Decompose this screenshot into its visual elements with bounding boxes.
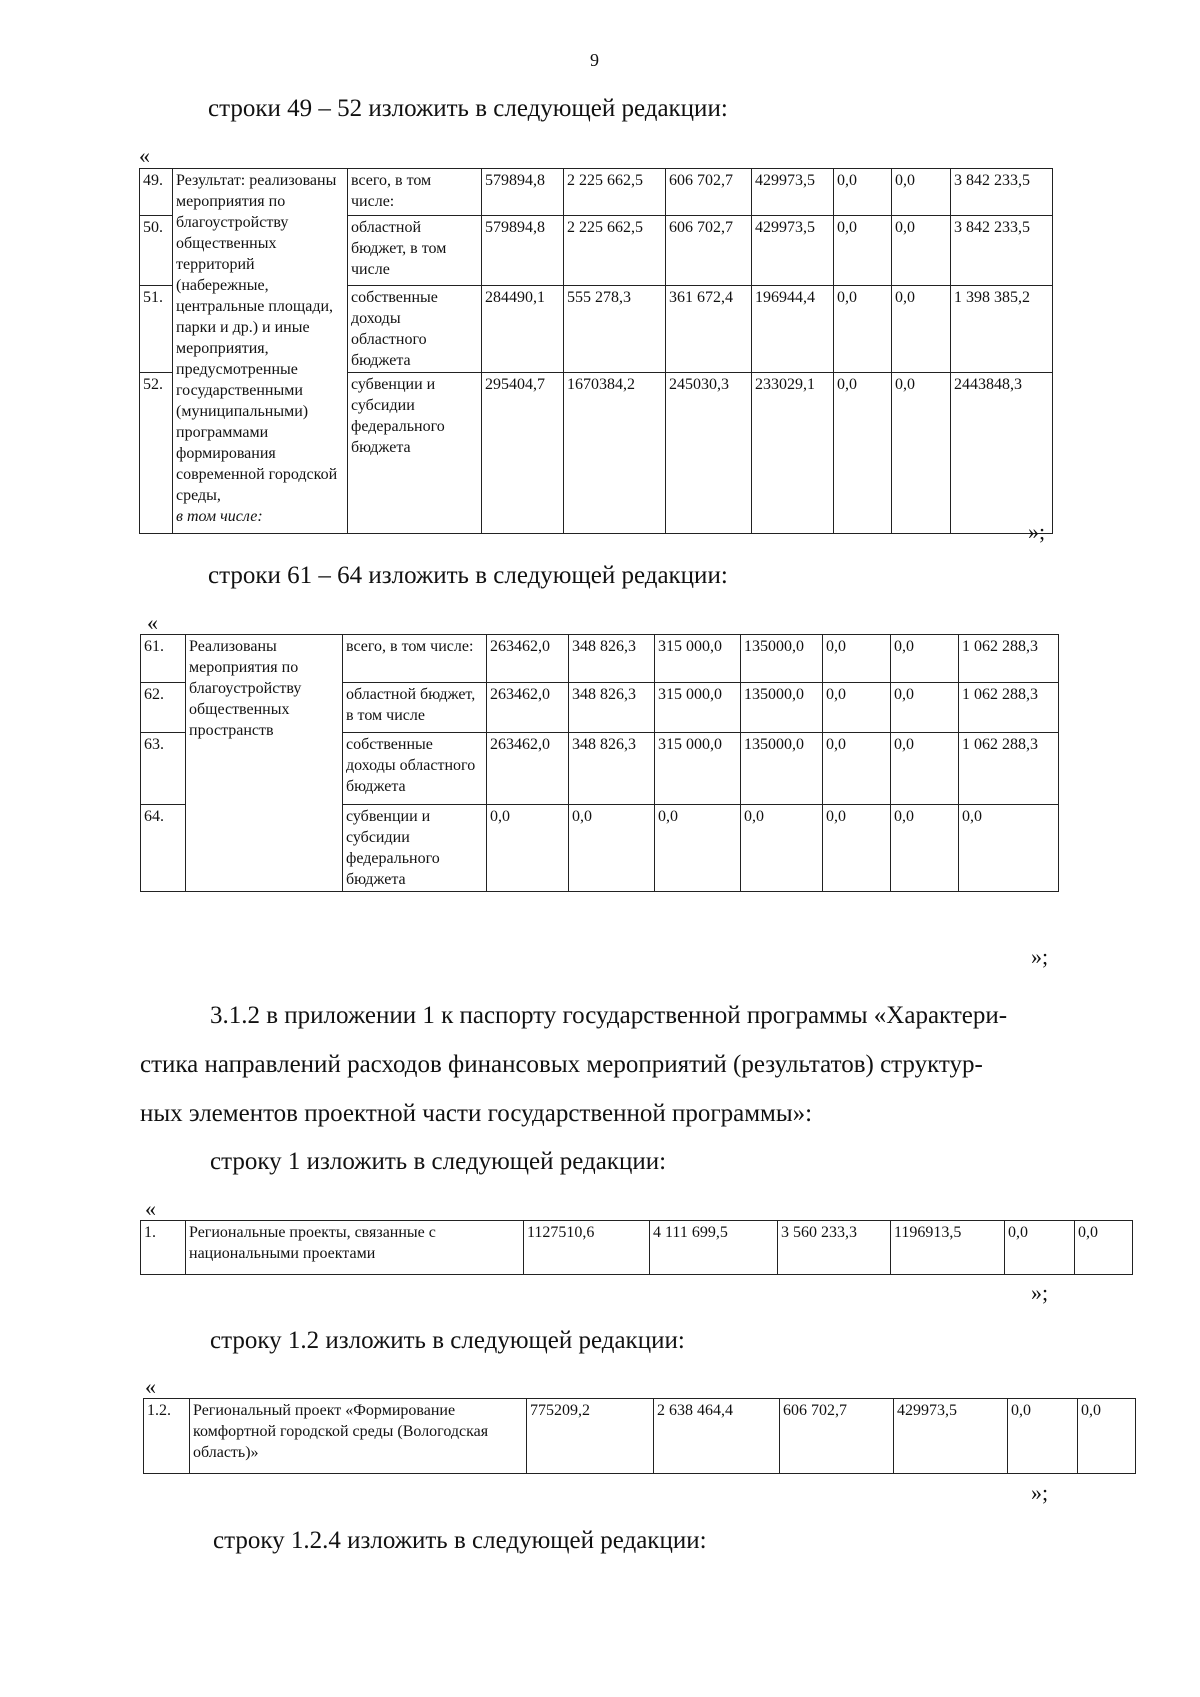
table-row-1 [140,1220,1133,1275]
table-rows-61-64 [140,634,1059,892]
open-quote: « [139,143,150,168]
value-cell: 196944,4 [752,286,834,373]
value-cell: 0,0 [892,373,951,534]
close-quote: »; [1031,1480,1049,1505]
value-cell: 348 826,3 [569,635,655,683]
value-cell: 263462,0 [487,683,569,733]
value-cell: 0,0 [823,683,891,733]
funding-source: субвенции и субсидии федерального бюджета [343,805,487,892]
close-quote: »; [1028,519,1046,544]
row-number: 52. [140,373,173,534]
value-cell: 263462,0 [487,635,569,683]
value-cell: 0,0 [959,805,1059,892]
shared-row-label: Реализованы мероприятия по благоустройству общественных пространств [186,635,343,892]
funding-source: собственные доходы областного бюджета [348,286,482,373]
shared-row-label [173,169,348,534]
shared-row-label-text: Результат: реализованы мероприятия по благоустройству общественных территорий (набережные, центральные площади, парки и др.) и иные мероприятия, предусмотренные государственными (муниципальными) программами формирования современной городской среды, [176,172,338,504]
value-cell: 0,0 [1075,1221,1133,1275]
table-row [140,169,1053,216]
open-quote: « [145,1374,156,1399]
value-cell: 429973,5 [752,216,834,286]
funding-source: субвенции и субсидии федерального бюджета [348,373,482,534]
value-cell: 2 225 662,5 [564,169,666,216]
value-cell: 315 000,0 [655,733,741,805]
row-label: Региональные проекты, связанные с национальными проектами [186,1221,524,1275]
value-cell: 1 062 288,3 [959,683,1059,733]
funding-source: областной бюджет, в том числе [348,216,482,286]
value-cell: 0,0 [891,805,959,892]
value-cell: 0,0 [892,286,951,373]
value-cell: 3 842 233,5 [951,216,1053,286]
value-cell: 0,0 [834,286,892,373]
row-number: 1.2. [144,1399,190,1474]
value-cell: 0,0 [834,169,892,216]
value-cell: 1 398 385,2 [951,286,1053,373]
value-cell: 0,0 [823,805,891,892]
value-cell: 606 702,7 [780,1399,894,1474]
value-cell: 3 842 233,5 [951,169,1053,216]
value-cell: 0,0 [823,635,891,683]
table-row [141,635,1059,683]
close-quote: »; [1031,1280,1049,1305]
value-cell: 295404,7 [482,373,564,534]
value-cell: 0,0 [487,805,569,892]
row-number: 49. [140,169,173,216]
value-cell: 0,0 [891,733,959,805]
row-number: 1. [141,1221,186,1275]
table-row [141,1221,1133,1275]
value-cell: 1 062 288,3 [959,635,1059,683]
value-cell: 0,0 [741,805,823,892]
value-cell: 2 638 464,4 [654,1399,780,1474]
open-quote: « [145,1196,156,1221]
value-cell: 3 560 233,3 [778,1221,891,1275]
value-cell: 429973,5 [752,169,834,216]
value-cell: 0,0 [891,683,959,733]
funding-source: областной бюджет, в том числе [343,683,487,733]
heading-rows-61-64: строки 61 – 64 изложить в следующей редакции: [208,562,728,589]
row-number: 64. [141,805,186,892]
value-cell: 0,0 [834,373,892,534]
value-cell: 284490,1 [482,286,564,373]
value-cell: 0,0 [569,805,655,892]
value-cell: 315 000,0 [655,635,741,683]
value-cell: 135000,0 [741,733,823,805]
heading-rows-49-52: строки 49 – 52 изложить в следующей редакции: [208,95,728,122]
paragraph-line-2: стика направлений расходов финансовых мероприятий (результатов) структур- [140,1051,983,1078]
value-cell: 348 826,3 [569,733,655,805]
paragraph-line-3: ных элементов проектной части государственной программы»: [140,1100,813,1127]
value-cell: 555 278,3 [564,286,666,373]
value-cell: 348 826,3 [569,683,655,733]
value-cell: 263462,0 [487,733,569,805]
value-cell: 0,0 [892,216,951,286]
value-cell: 0,0 [1078,1399,1136,1474]
value-cell: 0,0 [1005,1221,1075,1275]
row-number: 62. [141,683,186,733]
value-cell: 0,0 [892,169,951,216]
page-number: 9 [590,50,599,70]
paragraph-line-1: 3.1.2 в приложении 1 к паспорту государственной программы «Характери- [210,1002,1008,1029]
value-cell: 429973,5 [894,1399,1008,1474]
value-cell: 1196913,5 [891,1221,1005,1275]
table-rows-49-52 [139,168,1053,534]
heading-row-1: строку 1 изложить в следующей редакции: [210,1148,667,1175]
heading-row-1-2: строку 1.2 изложить в следующей редакции: [210,1327,685,1354]
value-cell: 361 672,4 [666,286,752,373]
value-cell: 606 702,7 [666,169,752,216]
value-cell: 315 000,0 [655,683,741,733]
funding-source: всего, в том числе: [343,635,487,683]
value-cell: 1127510,6 [524,1221,650,1275]
value-cell: 0,0 [655,805,741,892]
value-cell: 2 225 662,5 [564,216,666,286]
value-cell: 2443848,3 [951,373,1053,534]
heading-row-1-2-4: строку 1.2.4 изложить в следующей редакции: [213,1527,707,1554]
row-number: 63. [141,733,186,805]
value-cell: 1 062 288,3 [959,733,1059,805]
row-number: 50. [140,216,173,286]
open-quote: « [147,610,158,635]
close-quote: »; [1031,944,1049,969]
row-label: Региональный проект «Формирование комфортной городской среды (Вологодская область)» [190,1399,527,1474]
value-cell: 0,0 [834,216,892,286]
value-cell: 0,0 [891,635,959,683]
funding-source: собственные доходы областного бюджета [343,733,487,805]
shared-row-label-italic: в том числе: [176,508,263,525]
value-cell: 135000,0 [741,635,823,683]
value-cell: 0,0 [823,733,891,805]
table-row [144,1399,1136,1474]
value-cell: 135000,0 [741,683,823,733]
value-cell: 245030,3 [666,373,752,534]
table-row-1-2 [143,1398,1136,1474]
value-cell: 579894,8 [482,216,564,286]
value-cell: 1670384,2 [564,373,666,534]
row-number: 61. [141,635,186,683]
value-cell: 0,0 [1008,1399,1078,1474]
value-cell: 606 702,7 [666,216,752,286]
row-number: 51. [140,286,173,373]
funding-source: всего, в том числе: [348,169,482,216]
value-cell: 579894,8 [482,169,564,216]
value-cell: 4 111 699,5 [650,1221,778,1275]
value-cell: 775209,2 [527,1399,654,1474]
value-cell: 233029,1 [752,373,834,534]
